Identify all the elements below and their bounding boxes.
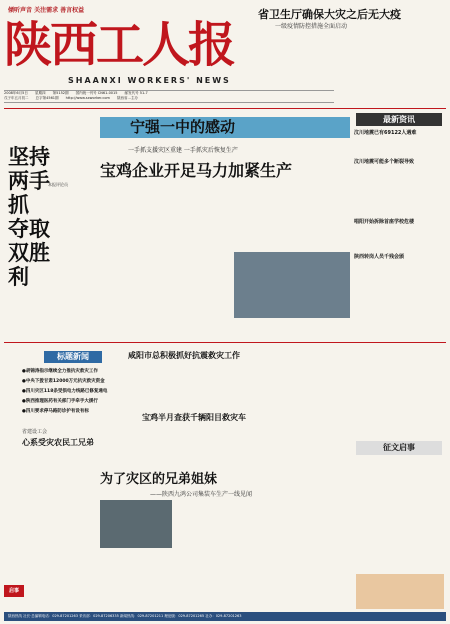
- middle-headline-3: 为了灾区的兄弟姐妹: [100, 472, 218, 487]
- digest-item-1[interactable]: ●胡锦涛指示继续全力推抗灾救灾工作: [22, 369, 98, 374]
- middle-body-3: [176, 500, 350, 608]
- vertical-headline-line-2: 夺取双胜利: [8, 216, 50, 289]
- section-divider: [4, 108, 446, 109]
- serial-number: 总字第4561期: [35, 96, 59, 100]
- middle-body-2: [100, 424, 350, 464]
- top-right-body: [258, 30, 446, 106]
- digest-item-2[interactable]: ●中央下拨甘肃12000万元抗灾救灾资金: [22, 379, 105, 384]
- vertical-headline-line-1: 坚持两手抓: [8, 144, 50, 217]
- footer-bar: 陕西热线 社长·总编辑电话：029-87201263 采访部：029-87206335 新闻热线：029-87201211 理论版：029-87201265 社办：029-87201263: [4, 612, 446, 621]
- website-link[interactable]: http://www.sxworker.com: [65, 96, 110, 100]
- digest-divider: [4, 342, 446, 343]
- masthead-title: 陕西工人报: [4, 17, 235, 73]
- sidebar-item-2[interactable]: 汶川地震可能多个断裂导致: [354, 159, 415, 165]
- recruit-body: [354, 458, 446, 570]
- lead-body-2: [100, 252, 230, 332]
- sidebar-body-3: [354, 225, 446, 249]
- lower-left-headline: 心系受灾农民工兄弟: [22, 438, 94, 447]
- issue-date: 2008年6月5日: [4, 91, 28, 95]
- lead-headline: 宝鸡企业开足马力加紧生产: [100, 161, 293, 180]
- sidebar-header: 最新资讯: [356, 113, 442, 126]
- middle-headline-1: 咸阳市总积极抓好抗震救灾工作: [128, 351, 240, 360]
- cn-number: 国内统一刊号 CN61-0015: [75, 91, 118, 95]
- sidebar-body-4: [354, 260, 446, 328]
- digest-item-4[interactable]: ●陕西推理医药有关部门手牵手大援行: [22, 399, 98, 404]
- advertisement: [356, 574, 444, 609]
- issue-number: 第5152期: [52, 91, 69, 95]
- sidebar-body-1: [354, 136, 446, 156]
- lower-left-kicker: 省建设工会: [22, 429, 48, 435]
- hotline-label: 启事: [4, 585, 24, 597]
- masthead-slogan: 倾听声音 关注需求 善言权益: [8, 7, 85, 14]
- postal-code: 邮发代号 51-7: [124, 91, 148, 95]
- commentary-body: [44, 113, 96, 343]
- middle-body-1: [100, 362, 350, 410]
- lead-body: [100, 180, 350, 250]
- issue-weekday: 星期四: [35, 91, 46, 95]
- hotline-body: [28, 585, 96, 609]
- top-right-headline: 省卫生厅确保大灾之后无大疫: [258, 8, 401, 21]
- middle-body-4: [100, 550, 172, 608]
- lead-banner: 宁强一中的感动: [100, 117, 350, 138]
- commentator-byline: 本报评论员: [48, 182, 68, 187]
- lower-left-body: [22, 450, 96, 580]
- middle-headline-2: 宝鸡半月查获千辆阳目救灾车: [142, 413, 246, 422]
- middle-photo: [100, 500, 172, 548]
- publisher: 陕西省…主办: [117, 96, 138, 100]
- top-right-subhead: 一级疫情防控措施全面启动: [275, 23, 348, 30]
- lead-kicker: 一手抓支援灾区重建 一手抓灾后恢复生产: [128, 147, 238, 154]
- digest-title: 标题新闻: [44, 351, 102, 363]
- digest-item-5[interactable]: ●四川要求停马路防诊护有设有标: [22, 409, 89, 414]
- middle-headline-3-sub: ——陕西九鸿公司集装车生产一线见闻: [150, 491, 253, 498]
- sidebar-item-3[interactable]: 唱阳开始拆除首座学校危楼: [354, 219, 415, 225]
- digest-item-3[interactable]: ●四川灾区118条受损电力线路已修复通电: [22, 389, 108, 394]
- sidebar-item-4[interactable]: 陕西转岗人员千残会颁: [354, 254, 405, 260]
- sidebar-body-2: [354, 165, 446, 215]
- lead-photo: [234, 252, 350, 318]
- recruit-label: 征文启事: [356, 441, 442, 455]
- sidebar-item-1[interactable]: 汶川地震已有69122人遇难: [354, 130, 417, 136]
- masthead-title-en: SHAANXI WORKERS' NEWS: [68, 76, 231, 85]
- lunar-date: 戊子年五月初二: [4, 96, 29, 100]
